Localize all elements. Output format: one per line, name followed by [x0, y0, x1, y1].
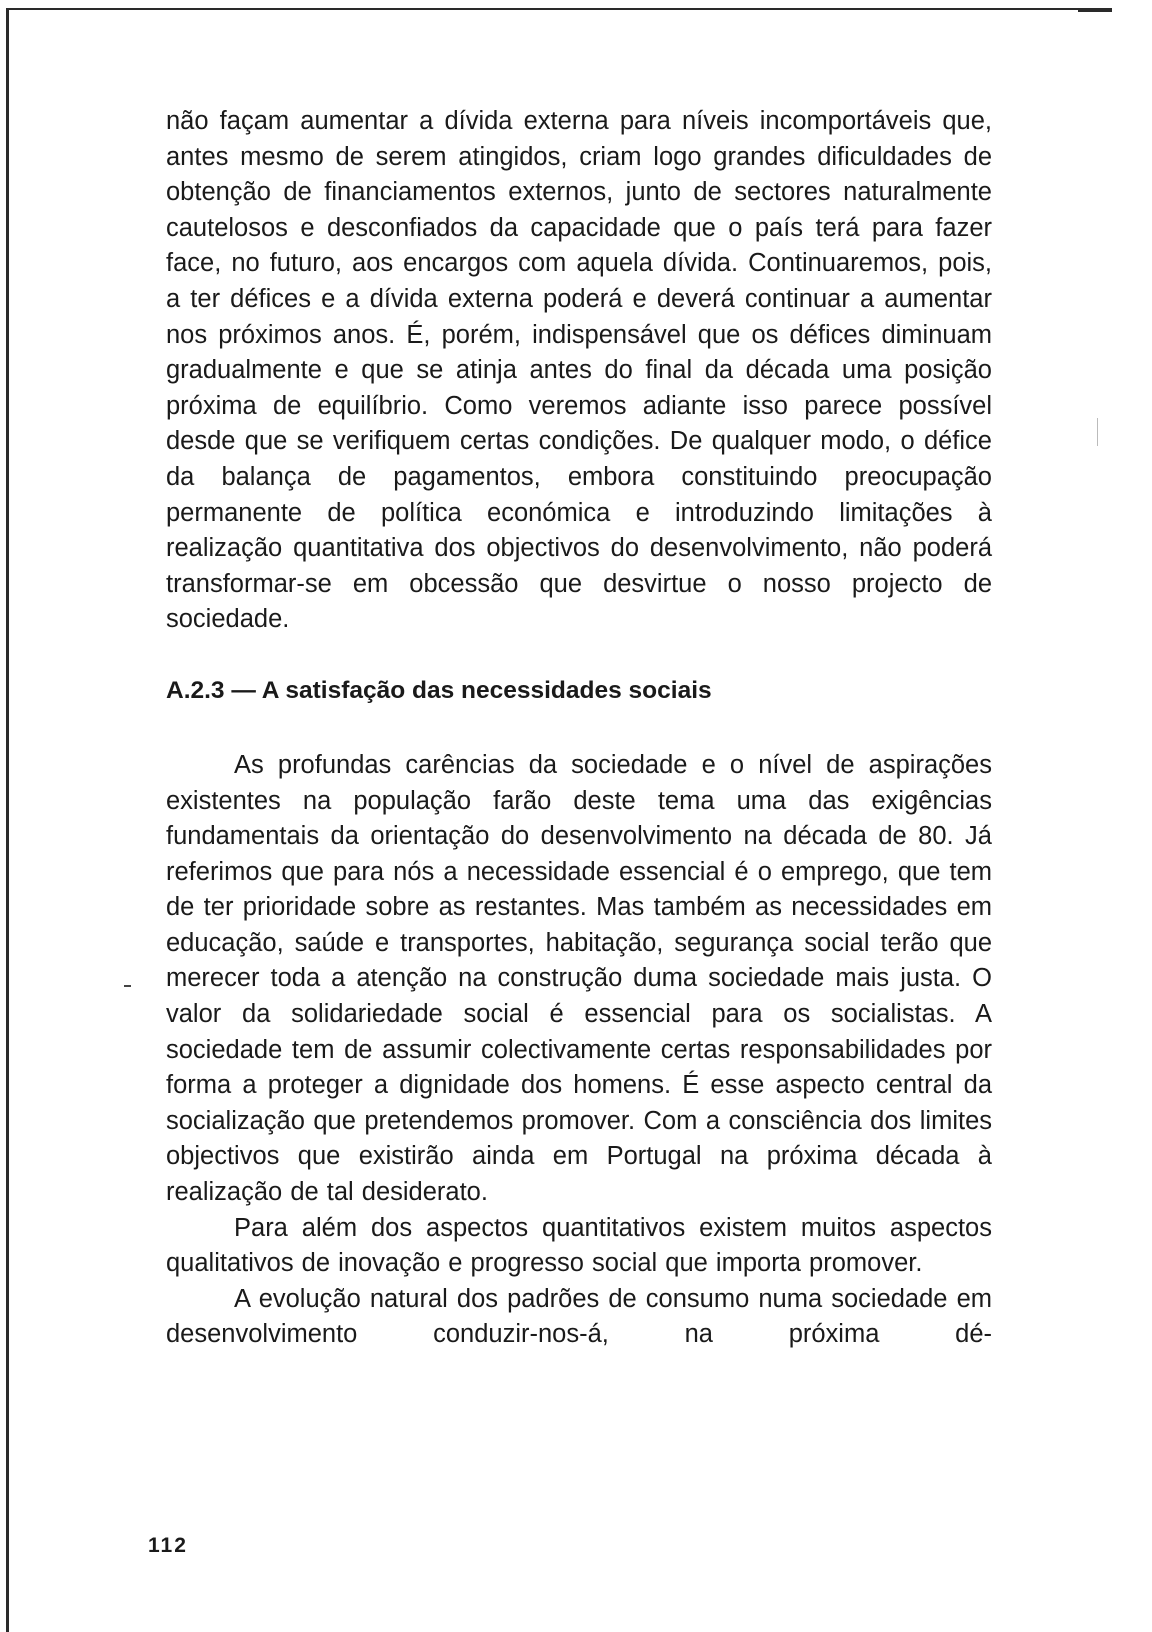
paragraph-qualitative-aspects: Para além dos aspectos quantitativos existem muitos aspectos qualitativos de inovação e progresso social que importa promover.: [166, 1213, 992, 1278]
paragraph-continuation: não façam aumentar a dívida externa para níveis incomportáveis que, antes mesmo de serem atingidos, criam logo grandes dificuldades de obtenção de financiamentos externos, junto de sectores naturalmente cautelosos e desconfiados da capacidade que o país terá para fazer face, no futuro, aos encargos com aquela dívida. Continuaremos, pois, a ter défices e a dívida externa poderá e deverá continuar a aumentar nos próximos anos. É, porém, indispensável que os défices diminuam gradualmente e que se atinja antes do final da década uma posição próxima de equilíbrio. Como veremos adiante isso parece possível desde que se verifiquem certas condições. De qualquer modo, o défice da balança de pagamentos, embora constituindo preocupação permanente de política económica e introduzindo limitações à realização quantitativa dos objectivos do desenvolvimento, não poderá transformar-se em obcessão que desvirtue o nosso projecto de sociedade.: [166, 107, 992, 634]
page-border-left: [6, 8, 9, 1632]
scan-artifact-dot: [124, 985, 131, 987]
page-body: [166, 104, 992, 1353]
paragraph-consumption-patterns: A evolução natural dos padrões de consumo numa sociedade em desenvolvimento conduzir-nos-á, na próxima dé-: [166, 1284, 992, 1349]
page-number: 112: [148, 1534, 188, 1557]
page-corner-mark: [1078, 8, 1112, 12]
scan-artifact-line: [1097, 418, 1098, 446]
page-border-top: [6, 8, 1112, 10]
section-heading: A.2.3 — A satisfação das necessidades sociais: [166, 676, 712, 704]
paragraph-social-needs: As profundas carências da sociedade e o nível de aspirações existentes na população farão deste tema uma das exigências fundamentais da orientação do desenvolvimento na década de 80. Já referimos que para nós a necessidade essencial é o emprego, que tem de ter prioridade sobre as restantes. Mas também as necessidades em educação, saúde e transportes, habitação, segurança social terão que merecer toda a atenção na construção duma sociedade mais justa. O valor da solidariedade social é essencial para os socialistas. A sociedade tem de assumir colectivamente certas responsabilidades por forma a proteger a dignidade dos homens. É esse aspecto central da socialização que pretendemos promover. Com a consciência dos limites objectivos que existirão ainda em Portugal na próxima década à realização de tal desiderato.: [166, 750, 992, 1207]
